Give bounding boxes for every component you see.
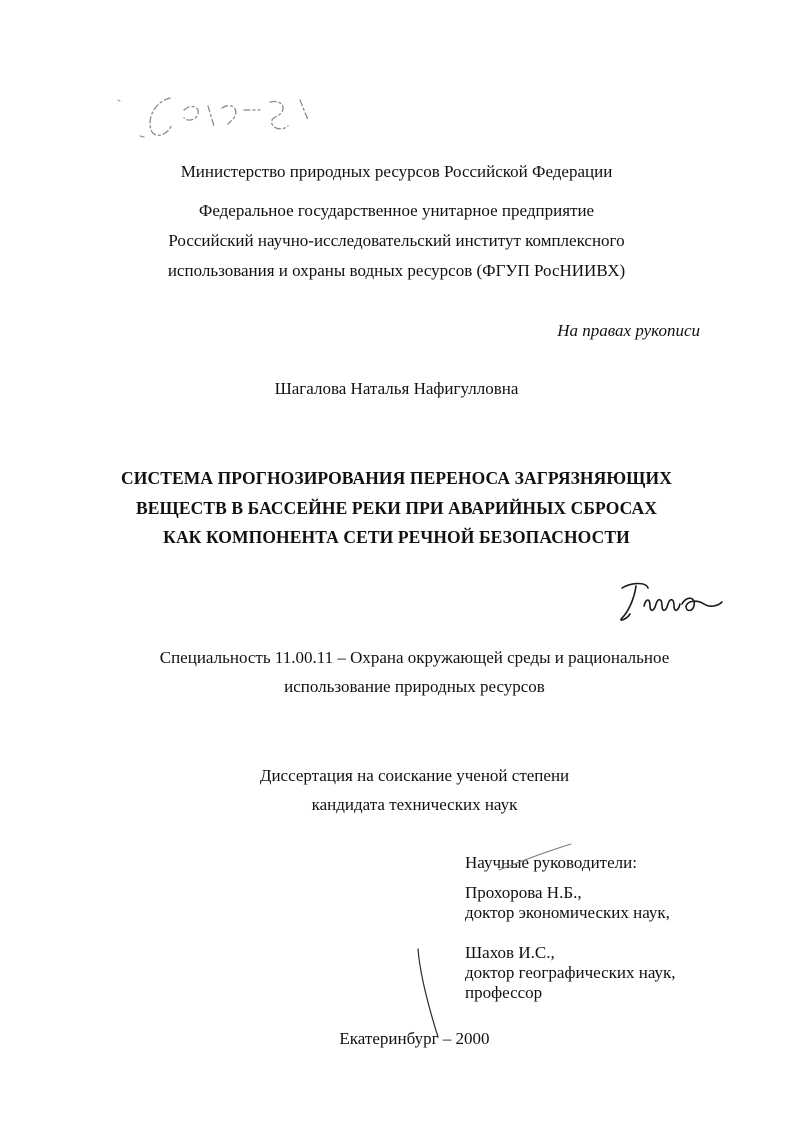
- title-line-3: КАК КОМПОНЕНТА СЕТИ РЕЧНОЙ БЕЗОПАСНОСТИ: [163, 527, 630, 547]
- ministry-line: Министерство природных ресурсов Российской Федерации: [180, 162, 613, 181]
- title-line-1: СИСТЕМА ПРОГНОЗИРОВАНИЯ ПЕРЕНОСА ЗАГРЯЗНЯЮЩИХ: [121, 468, 672, 488]
- organization-line-3: использования и охраны водных ресурсов (ФГУП РосНИИВХ): [167, 261, 626, 280]
- supervisor-2-degree: доктор географических наук,: [465, 963, 676, 982]
- dissertation-line-2: кандидата технических наук: [311, 795, 518, 814]
- dissertation-line-1: Диссертация на соискание ученой степени: [259, 766, 570, 785]
- title-line-2: ВЕЩЕСТВ В БАССЕЙНЕ РЕКИ ПРИ АВАРИЙНЫХ СБРОСАХ: [135, 498, 658, 518]
- organization-line-1: Федеральное государственное унитарное предприятие: [198, 201, 595, 220]
- supervisors-heading: Научные руководители:: [465, 853, 637, 872]
- author-name: Шагалова Наталья Нафигулловна: [274, 379, 519, 398]
- supervisor-2-title: профессор: [465, 983, 543, 1002]
- organization-line-2: Российский научно-исследовательский институт комплексного: [168, 231, 625, 250]
- city-year-footer: Екатеринбург – 2000: [339, 1029, 490, 1048]
- specialty-line-1: Специальность 11.00.11 – Охрана окружающей среды и рациональное: [159, 648, 670, 667]
- specialty-line-2: использование природных ресурсов: [284, 677, 545, 696]
- pencil-inventory-mark: [110, 80, 350, 150]
- pencil-strike-mark: [495, 838, 575, 878]
- supervisor-2-name: Шахов И.С.,: [465, 943, 555, 962]
- manuscript-note: На правах рукописи: [557, 321, 700, 340]
- supervisor-1-degree: доктор экономических наук,: [465, 903, 670, 922]
- handwritten-signature: [612, 576, 732, 626]
- supervisor-1-name: Прохорова Н.Б.,: [465, 883, 582, 902]
